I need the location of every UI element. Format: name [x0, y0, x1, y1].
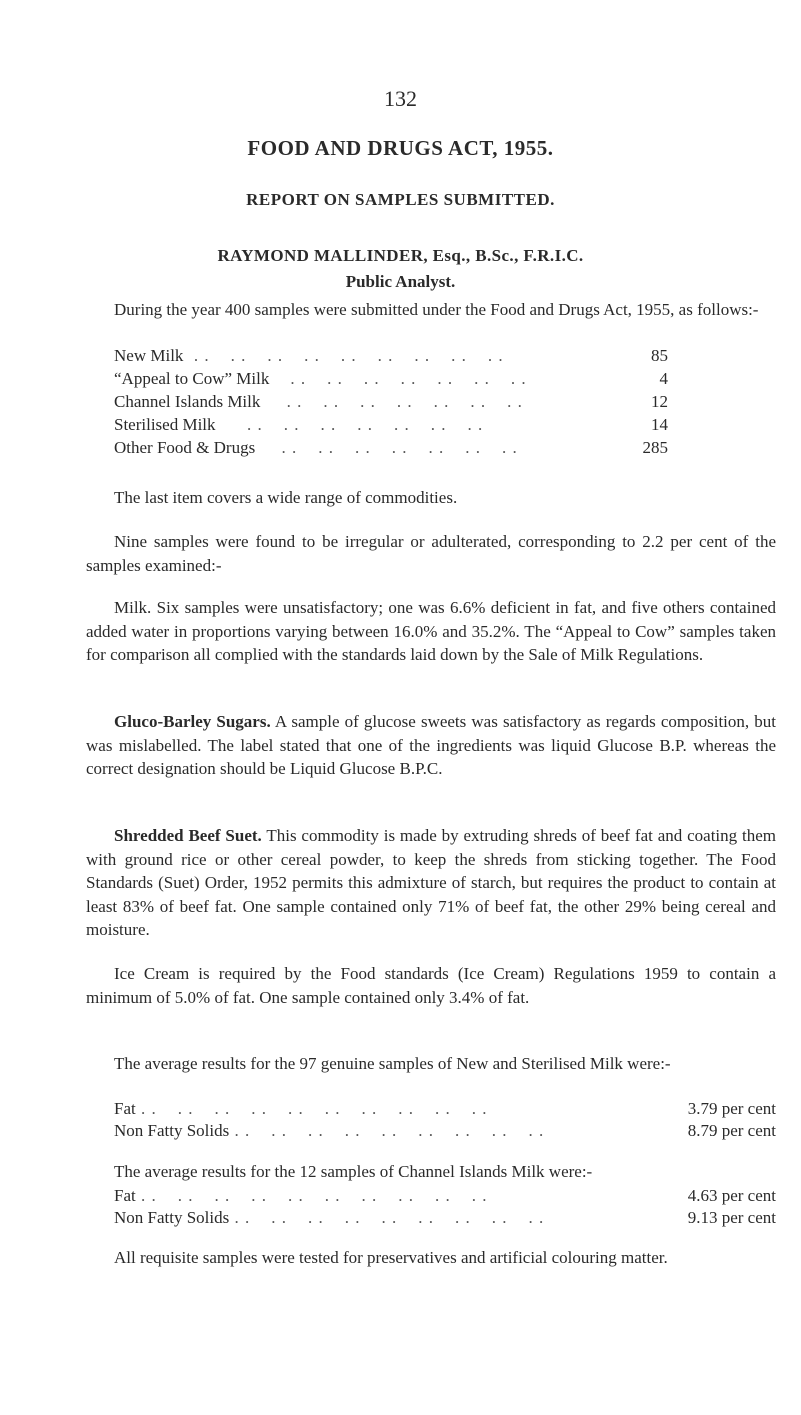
analyst-name: RAYMOND MALLINDER, Esq., B.Sc., F.R.I.C. [217, 246, 584, 265]
suet-paragraph: Shredded Beef Suet. This commodity is made by extruding shreds of beef fat and coating them with ground rice or other cereal powder, to keep the shreds from sticking together. The Food Standards (Suet) Order, 1952 permits this admixture of starch, but requires the product to contain at least 83% of beef fat. One sample contained only 71% of beef fat, the other 29% being cereal and moisture. [86, 826, 776, 939]
average-value: 3.79 per cent [687, 1099, 776, 1118]
sample-label: Other Food & Drugs [114, 438, 256, 457]
average-label: Non Fatty Solids [114, 1208, 230, 1227]
average-label: Fat [114, 1186, 136, 1205]
sample-label: Sterilised Milk [114, 415, 216, 434]
average-row [114, 1099, 776, 1121]
gluco-heading: Gluco-Barley Sugars. [114, 712, 271, 731]
dot-leader: . . . . . . . . . . . . . . [255, 438, 518, 457]
sample-row [114, 369, 668, 392]
average-label: Fat [114, 1099, 136, 1118]
sample-count: 85 [651, 346, 668, 365]
range-note: The last item covers a wide range of commodities. [114, 488, 458, 507]
closing-paragraph: All requisite samples were tested for preservatives and artificial colouring matter. [114, 1248, 668, 1267]
dot-leader: . . . . . . . . . . . . . . [269, 369, 527, 388]
average-ci-intro: The average results for the 12 samples of Channel Islands Milk were:- [114, 1162, 593, 1181]
sample-row [114, 346, 668, 369]
average-new-intro: The average results for the 97 genuine samples of New and Sterilised Milk were:- [114, 1054, 671, 1073]
sample-row [114, 415, 668, 438]
sample-count: 14 [651, 415, 668, 434]
dot-leader: . . . . . . . . . . . . . . . . . . [183, 346, 504, 365]
irregular-paragraph: Nine samples were found to be irregular or adulterated, corresponding to 2.2 per cent of the samples examined:- [86, 532, 776, 575]
dot-leader: . . . . . . . . . . . . . . . . . . [229, 1208, 545, 1227]
dot-leader: . . . . . . . . . . . . . . . . . . [229, 1121, 545, 1140]
sample-label: “Appeal to Cow” Milk [114, 369, 270, 388]
milk-paragraph: Milk. Six samples were unsatisfactory; one was 6.6% deficient in fat, and five others contained added water in proportions varying between 16.0% and 35.2%. The “Appeal to Cow” samples taken for comparison all complied with the standards laid down by the Sale of Milk Regulations. [86, 598, 776, 664]
dot-leader: . . . . . . . . . . . . . . . . . . . . [135, 1186, 488, 1205]
icecream-paragraph: Ice Cream is required by the Food standards (Ice Cream) Regulations 1959 to contain a minimum of 5.0% of fat. One sample contained only 3.4% of fat. [86, 964, 776, 1007]
sample-row [114, 392, 668, 415]
suet-heading: Shredded Beef Suet. [114, 826, 262, 845]
report-subtitle: REPORT ON SAMPLES SUBMITTED. [246, 190, 555, 209]
gluco-paragraph: Gluco-Barley Sugars. A sample of glucose sweets was satisfactory as regards composition, but was mislabelled. The label stated that one of the ingredients was liquid Glucose B.P. whereas the correct designation should be Liquid Glucose B.P.C. [86, 712, 776, 778]
sample-count: 4 [659, 369, 668, 388]
analyst-role: Public Analyst. [345, 272, 456, 291]
average-row [114, 1208, 776, 1230]
dot-leader: . . . . . . . . . . . . . . [215, 415, 484, 434]
average-new-table [114, 1099, 776, 1143]
average-row [114, 1121, 776, 1143]
average-row [114, 1186, 776, 1208]
sample-label: Channel Islands Milk [114, 392, 261, 411]
sample-label: New Milk [114, 346, 184, 365]
sample-count: 12 [651, 392, 668, 411]
intro-paragraph: During the year 400 samples were submitted under the Food and Drugs Act, 1955, as follows:- [114, 300, 759, 319]
dot-leader: . . . . . . . . . . . . . . . . . . . . [135, 1099, 488, 1118]
average-value: 4.63 per cent [687, 1186, 776, 1205]
page-number: 132 [384, 86, 417, 111]
average-label: Non Fatty Solids [114, 1121, 230, 1140]
average-value: 9.13 per cent [687, 1208, 776, 1227]
document-title: FOOD AND DRUGS ACT, 1955. [247, 136, 554, 160]
samples-list [114, 346, 668, 461]
average-ci-table [114, 1186, 776, 1230]
sample-row [114, 438, 668, 461]
sample-count: 285 [642, 438, 668, 457]
average-value: 8.79 per cent [687, 1121, 776, 1140]
dot-leader: . . . . . . . . . . . . . . [260, 392, 523, 411]
